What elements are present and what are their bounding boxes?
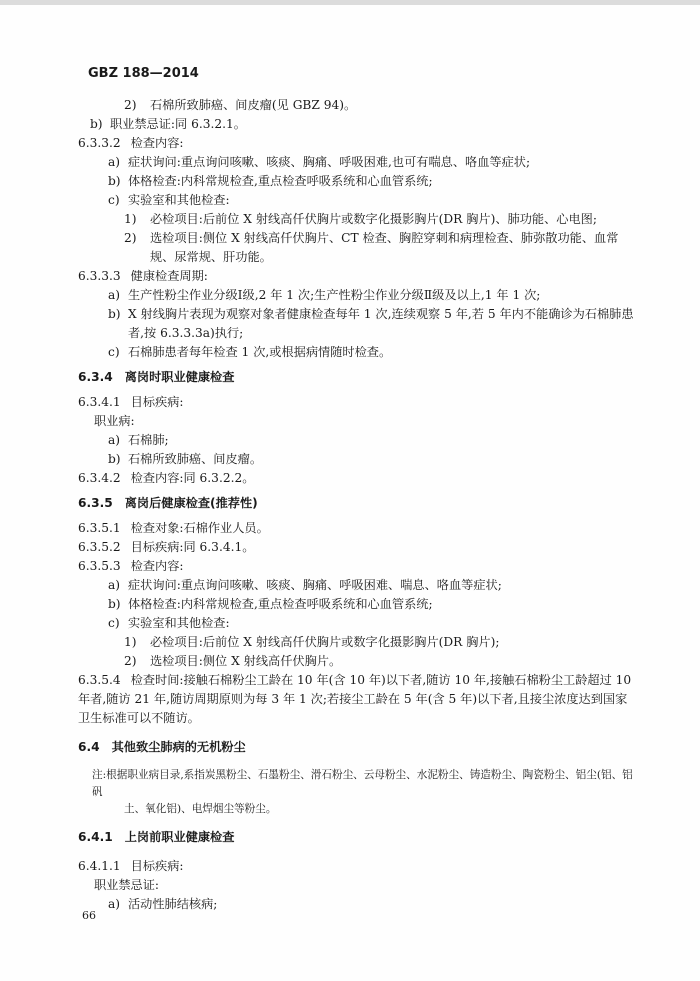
clause-number: 6.3.5.3 xyxy=(78,559,121,573)
item-number: a) xyxy=(108,155,121,169)
clause-number: 6.3.4.1 xyxy=(78,395,121,409)
item-number: 1) xyxy=(124,212,137,226)
clause-text: 检查对象:石棉作业人员。 xyxy=(130,521,269,535)
item-number: c) xyxy=(108,345,120,359)
clause xyxy=(78,671,638,728)
clause-text: 健康检查周期: xyxy=(130,269,208,283)
note-line: 土、氧化铝)、电焊烟尘等粉尘。 xyxy=(124,803,277,815)
clause xyxy=(78,519,638,538)
list-item xyxy=(78,286,638,305)
item-number: c) xyxy=(108,193,120,207)
clause-text: 检查内容:同 6.3.2.2。 xyxy=(130,471,255,485)
clause xyxy=(78,267,638,286)
item-text: 体格检查:内科常规检查,重点检查呼吸系统和心血管系统; xyxy=(128,597,433,611)
clause-number: 6.3.5.2 xyxy=(78,540,121,554)
section-title: 离岗时职业健康检查 xyxy=(124,370,235,384)
section-title: 其他致尘肺病的无机粉尘 xyxy=(111,740,246,754)
item-number: 2) xyxy=(124,654,137,668)
item-text: 生产性粉尘作业分级Ⅰ级,2 年 1 次;生产性粉尘作业分级Ⅱ级及以上,1 年 1 次; xyxy=(128,288,541,302)
item-text: 选检项目:侧位 X 射线高仟伏胸片、CT 检查、胸腔穿刺和病理检查、肺弥散功能、血常规、尿常规、肝功能。 xyxy=(150,231,619,264)
list-item xyxy=(78,343,638,362)
section-number: 6.3.4 xyxy=(78,370,113,384)
item-text: 石棉所致肺癌、间皮瘤。 xyxy=(128,452,263,466)
item-text: 实验室和其他检查: xyxy=(128,193,230,207)
item-text: 实验室和其他检查: xyxy=(128,616,230,630)
list-item xyxy=(78,115,638,134)
clause xyxy=(78,538,638,557)
list-item xyxy=(78,229,638,267)
clause-text: 检查内容: xyxy=(130,559,184,573)
clause xyxy=(78,557,638,576)
document-body xyxy=(78,96,638,914)
list-item xyxy=(78,210,638,229)
item-number: a) xyxy=(108,897,121,911)
list-item xyxy=(78,431,638,450)
item-number: c) xyxy=(108,616,120,630)
section-number: 6.4.1 xyxy=(78,830,113,844)
item-text: 选检项目:侧位 X 射线高仟伏胸片。 xyxy=(150,654,342,668)
item-text: 石棉肺患者每年检查 1 次,或根据病情随时检查。 xyxy=(128,345,392,359)
clause-number: 6.3.5.4 xyxy=(78,673,121,687)
section-title: 离岗后健康检查(推荐性) xyxy=(124,496,258,510)
item-number: b) xyxy=(108,597,121,611)
clause-number: 6.3.4.2 xyxy=(78,471,121,485)
item-text: 职业禁忌证:同 6.3.2.1。 xyxy=(110,117,246,131)
paragraph-line xyxy=(78,876,638,895)
section-heading xyxy=(78,828,638,847)
clause-number: 6.3.5.1 xyxy=(78,521,121,535)
list-item xyxy=(78,614,638,633)
item-number: b) xyxy=(108,307,121,321)
item-number: 1) xyxy=(124,635,137,649)
note-line: 注:根据职业病目录,系指炭黑粉尘、石墨粉尘、滑石粉尘、云母粉尘、水泥粉尘、铸造粉尘、陶瓷粉尘、铝尘(铝、铝矾 xyxy=(92,769,633,798)
list-item xyxy=(78,172,638,191)
section-heading xyxy=(78,368,638,387)
item-text: 石棉所致肺癌、间皮瘤(见 GBZ 94)。 xyxy=(150,98,357,112)
line-text: 职业病: xyxy=(94,414,135,428)
section-number: 6.4 xyxy=(78,740,100,754)
list-item xyxy=(78,595,638,614)
section-heading xyxy=(78,738,638,757)
section-heading xyxy=(78,494,638,513)
line-text: 职业禁忌证: xyxy=(94,878,160,892)
clause-number: 6.3.3.3 xyxy=(78,269,121,283)
item-text: 活动性肺结核病; xyxy=(128,897,218,911)
item-text: X 射线胸片表现为观察对象者健康检查每年 1 次,连续观察 5 年,若 5 年内不能确诊为石棉肺患者,按 6.3.3.3a)执行; xyxy=(128,307,634,340)
clause-text: 目标疾病: xyxy=(130,395,184,409)
list-item xyxy=(78,305,638,343)
list-item xyxy=(78,895,638,914)
list-item xyxy=(78,191,638,210)
clause xyxy=(78,134,638,153)
paragraph-line xyxy=(78,412,638,431)
item-text: 症状询问:重点询问咳嗽、咳痰、胸痛、呼吸困难、喘息、咯血等症状; xyxy=(128,578,502,592)
list-item xyxy=(78,450,638,469)
item-number: 2) xyxy=(124,231,137,245)
item-number: a) xyxy=(108,288,121,302)
item-text: 石棉肺; xyxy=(128,433,169,447)
page-number: 66 xyxy=(82,909,96,922)
item-text: 必检项目:后前位 X 射线高仟伏胸片或数字化摄影胸片(DR 胸片)、肺功能、心电图; xyxy=(150,212,597,226)
clause-text: 检查时间:接触石棉粉尘工龄在 10 年(含 10 年)以下者,随访 10 年,接触石棉粉尘工龄超过 10 年者,随访 21 年,随访周期原则为每 3 年 1 次;若接尘工龄在 5 年(含 5 年)以下者,且接尘浓度达到国家卫生标准可以不随访。 xyxy=(78,673,632,725)
note-block xyxy=(78,767,638,818)
item-number: 2) xyxy=(124,98,137,112)
clause-text: 检查内容: xyxy=(130,136,184,150)
standard-code-header: GBZ 188—2014 xyxy=(88,66,199,81)
clause-number: 6.3.3.2 xyxy=(78,136,121,150)
clause-text: 目标疾病: xyxy=(130,859,184,873)
item-number: b) xyxy=(108,452,121,466)
clause-text: 目标疾病:同 6.3.4.1。 xyxy=(130,540,255,554)
list-item xyxy=(78,153,638,172)
clause xyxy=(78,857,638,876)
item-text: 必检项目:后前位 X 射线高仟伏胸片或数字化摄影胸片(DR 胸片); xyxy=(150,635,500,649)
list-item xyxy=(78,652,638,671)
item-text: 体格检查:内科常规检查,重点检查呼吸系统和心血管系统; xyxy=(128,174,433,188)
item-text: 症状询问:重点询问咳嗽、咳痰、胸痛、呼吸困难,也可有喘息、咯血等症状; xyxy=(128,155,531,169)
list-item xyxy=(78,633,638,652)
scan-top-edge xyxy=(0,0,700,5)
clause xyxy=(78,393,638,412)
item-number: a) xyxy=(108,433,121,447)
list-item xyxy=(78,96,638,115)
list-item xyxy=(78,576,638,595)
item-number: b) xyxy=(108,174,121,188)
item-number: b) xyxy=(90,117,103,131)
clause-number: 6.4.1.1 xyxy=(78,859,121,873)
section-number: 6.3.5 xyxy=(78,496,113,510)
item-number: a) xyxy=(108,578,121,592)
clause xyxy=(78,469,638,488)
section-title: 上岗前职业健康检查 xyxy=(124,830,235,844)
